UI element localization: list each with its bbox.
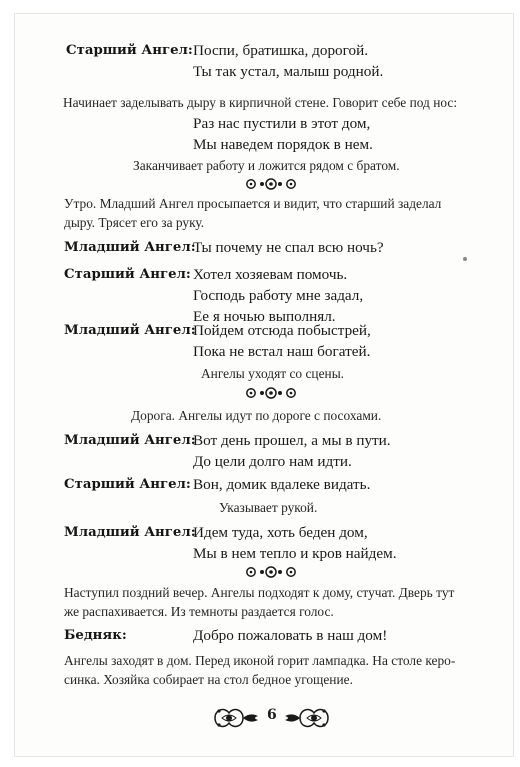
stage-direction: Заканчивает работу и ложится рядом с братом. [133, 158, 400, 173]
stage-direction: Указывает рукой. [219, 500, 318, 515]
speaker-junior-angel: Младший Ангел: [64, 525, 196, 540]
stage-direction: Ангелы уходят со сцены. [201, 366, 345, 381]
speaker-poor-man: Бедняк: [64, 628, 127, 643]
dialogue-line: Господь работу мне задал, [193, 287, 364, 304]
stage-direction: Утро. Младший Ангел просыпается и видит, что старший заделал [64, 196, 442, 211]
speaker-senior-angel: Старший Ангел: [64, 477, 191, 492]
stage-direction: Дорога. Ангелы идут по дороге с посохами. [131, 408, 382, 423]
footer-ornament-right [281, 704, 331, 732]
footer-ornament-left [212, 704, 262, 732]
dialogue-line: Мы в нем тепло и кров найдем. [193, 545, 397, 562]
page-speck [463, 257, 467, 261]
dialogue-line: Ты почему не спал всю ночь? [193, 239, 384, 256]
dialogue-line: Вон, домик вдалеке видать. [193, 476, 371, 493]
ornament-divider [245, 177, 297, 191]
stage-direction: же распахивается. Из темноты раздается голос. [64, 604, 334, 619]
stage-direction: Наступил поздний вечер. Ангелы подходят к дому, стучат. Дверь тут [64, 585, 455, 600]
speaker-senior-angel: Старший Ангел: [66, 43, 193, 58]
dialogue-line: Поспи, братишка, дорогой. [193, 42, 369, 59]
stage-direction: синка. Хозяйка собирает на стол бедное угощение. [64, 672, 353, 687]
stage-direction: дыру. Трясет его за руку. [64, 215, 205, 230]
page-number: 6 [267, 707, 277, 723]
stage-direction: Ангелы заходят в дом. Перед иконой горит лампадка. На столе керо- [64, 653, 456, 668]
dialogue-line: Ее я ночью выполнял. [193, 308, 336, 325]
speaker-junior-angel: Младший Ангел: [64, 240, 196, 255]
ornament-divider [245, 386, 297, 400]
dialogue-line: Добро пожаловать в наш дом! [193, 627, 388, 644]
speaker-senior-angel: Старший Ангел: [64, 267, 191, 282]
dialogue-line: Хотел хозяевам помочь. [193, 266, 348, 283]
speaker-junior-angel: Младший Ангел: [64, 323, 196, 338]
dialogue-line: До цели долго нам идти. [193, 453, 352, 470]
dialogue-line: Мы наведем порядок в нем. [193, 136, 373, 153]
dialogue-line: Пока не встал наш богатей. [193, 343, 371, 360]
dialogue-line: Ты так устал, малыш родной. [193, 63, 384, 80]
dialogue-line: Идем туда, хоть беден дом, [193, 524, 368, 541]
ornament-divider [245, 565, 297, 579]
dialogue-line: Вот день прошел, а мы в пути. [193, 432, 391, 449]
speaker-junior-angel: Младший Ангел: [64, 433, 196, 448]
dialogue-line: Пойдем отсюда побыстрей, [193, 322, 371, 339]
dialogue-line: Раз нас пустили в этот дом, [193, 115, 371, 132]
stage-direction: Начинает заделывать дыру в кирпичной стене. Говорит себе под нос: [63, 95, 458, 110]
